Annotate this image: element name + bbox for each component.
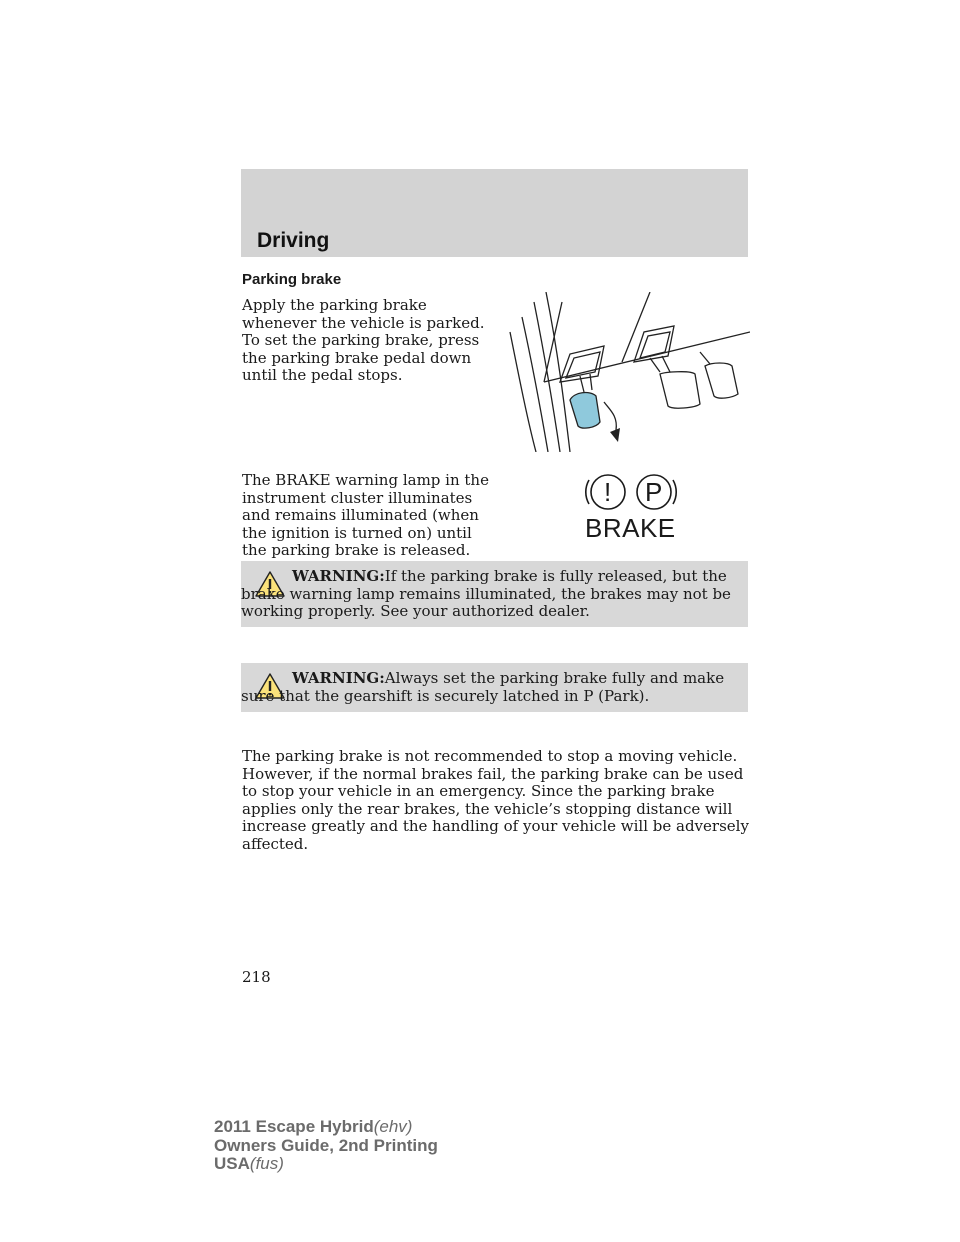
footer-region-code: (fus) bbox=[249, 1154, 284, 1173]
document-footer bbox=[214, 1118, 438, 1174]
warning-box-set-fully bbox=[241, 663, 748, 712]
lamp-exclamation-symbol: ! bbox=[604, 477, 612, 507]
warning-text bbox=[241, 670, 731, 705]
intro-paragraph: Apply the parking brake whenever the vehicle is parked. To set the parking brake, press the parking brake pedal down until the pedal stops. bbox=[242, 296, 485, 384]
brake-warning-lamp-symbol bbox=[575, 470, 685, 542]
warning-label: WARNING: bbox=[292, 567, 385, 585]
lamp-brake-label: BRAKE bbox=[585, 513, 676, 543]
footer-printing: Owners Guide, 2nd Printing bbox=[214, 1135, 438, 1155]
section-title: Driving bbox=[257, 229, 330, 252]
body-paragraph: The parking brake is not recommended to stop a moving vehicle. However, if the normal brakes fail, the parking brake can be used to stop your vehicle in an emergency. Since the parking brake applies only the rear brakes, the vehicle’s stopping distance will increase greatly and the handling of your vehicle will be adversely affected. bbox=[242, 747, 749, 853]
footer-model: 2011 Escape Hybrid bbox=[214, 1117, 374, 1136]
warning-label: WARNING: bbox=[292, 669, 385, 687]
parking-brake-heading: Parking brake bbox=[242, 271, 342, 288]
page-number: 218 bbox=[242, 968, 271, 986]
warning-text bbox=[241, 568, 731, 621]
warning-body: If the parking brake is fully released, but the brake warning lamp remains illuminated, the brakes may not be working properly. See your authorized dealer. bbox=[241, 567, 731, 620]
brake-lamp-paragraph: The BRAKE warning lamp in the instrument cluster illuminates and remains illuminated (when the ignition is turned on) until the parking brake is released. bbox=[242, 471, 489, 559]
lamp-park-symbol: P bbox=[645, 477, 663, 507]
warning-body: Always set the parking brake fully and make sure that the gearshift is securely latched in P (Park). bbox=[241, 669, 725, 705]
footer-region: USA bbox=[214, 1154, 250, 1173]
footer-model-code: (ehv) bbox=[373, 1117, 413, 1136]
warning-box-released bbox=[241, 561, 748, 627]
parking-brake-pedal-illustration bbox=[500, 292, 750, 452]
